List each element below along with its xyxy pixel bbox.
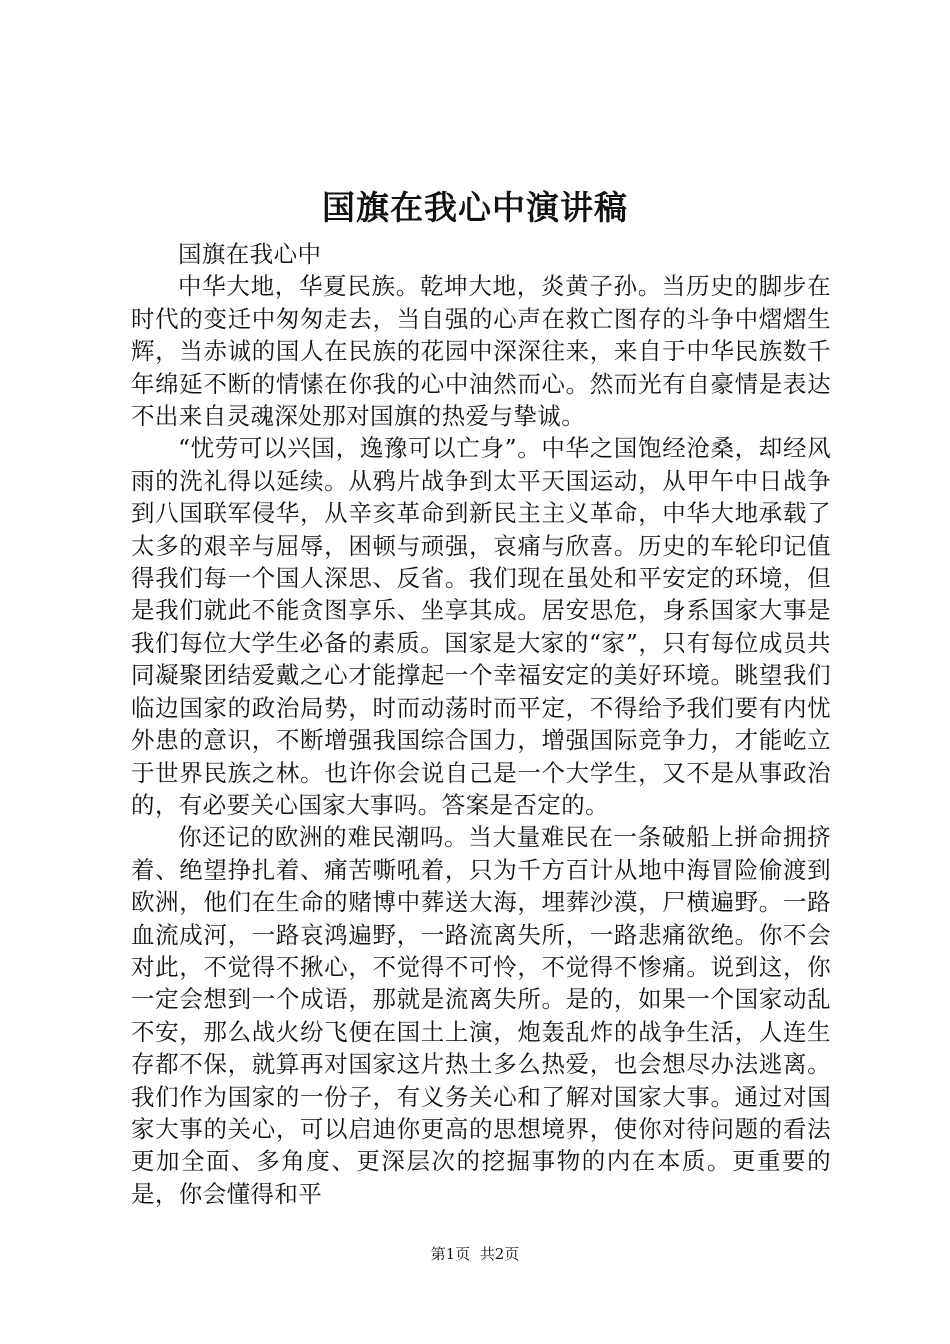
page-total: 共2页 bbox=[479, 1245, 520, 1263]
document-body bbox=[131, 238, 831, 1210]
body-paragraph-subtitle: 国旗在我心中 bbox=[178, 240, 322, 268]
document-title: 国旗在我心中演讲稿 bbox=[322, 188, 628, 227]
body-paragraph: 中华大地，华夏民族。乾坤大地，炎黄子孙。当历史的脚步在时代的变迁中匆匆走去，当自强的心声在救亡图存的斗争中熠熠生辉，当赤诚的国人在民族的花园中深深往来，来自于中华民族数千年绵延不断的情愫在你我的心中油然而心。然而光有自豪情是表达不出来自灵魂深处那对国旗的热爱与挚诚。 bbox=[131, 272, 831, 431]
page-footer bbox=[0, 1244, 950, 1264]
footer-separator bbox=[470, 1245, 480, 1263]
body-paragraph: “忧劳可以兴国，逸豫可以亡身”。中华之国饱经沧桑，却经风雨的洗礼得以延续。从鸦片战争到太平天国运动，从甲午中日战争到八国联军侵华，从辛亥革命到新民主主义革命，中华大地承载了太多的艰辛与屈辱，困顿与顽强，哀痛与欣喜。历史的车轮印记值得我们每一个国人深思、反省。我们现在虽处和平安定的环境，但是我们就此不能贪图享乐、坐享其成。居安思危，身系国家大事是我们每位大学生必备的素质。国家是大家的“家”，只有每位成员共同凝聚团结爱戴之心才能撑起一个幸福安定的美好环境。眺望我们临边国家的政治局势，时而动荡时而平定，不得给予我们要有内忧外患的意识，不断增强我国综合国力，增强国际竞争力，才能屹立于世界民族之林。也许你会说自己是一个大学生，又不是从事政治的，有必要关心国家大事吗。答案是否定的。 bbox=[131, 434, 831, 819]
page-number: 第1页 bbox=[430, 1245, 471, 1263]
body-paragraph: 你还记的欧洲的难民潮吗。当大量难民在一条破船上拼命拥挤着、绝望挣扎着、痛苦嘶吼着，只为千方百计从地中海冒险偷渡到欧洲，他们在生命的赌博中葬送大海，埋葬沙漠，尸横遍野。一路血流成河，一路哀鸿遍野，一路流离失所，一路悲痛欲绝。你不会对此，不觉得不揪心，不觉得不可怜，不觉得不惨痛。说到这，你一定会想到一个成语，那就是流离失所。是的，如果一个国家动乱不安，那么战火纷飞便在国土上演，炮轰乱炸的战争生活，人连生存都不保，就算再对国家这片热土多么热爱，也会想尽办法逃离。我们作为国家的一份子，有义务关心和了解对国家大事。通过对国家大事的关心，可以启迪你更高的思想境界，使你对待问题的看法更加全面、多角度、更深层次的挖掘事物的内在本质。更重要的是，你会懂得和平 bbox=[131, 823, 831, 1208]
